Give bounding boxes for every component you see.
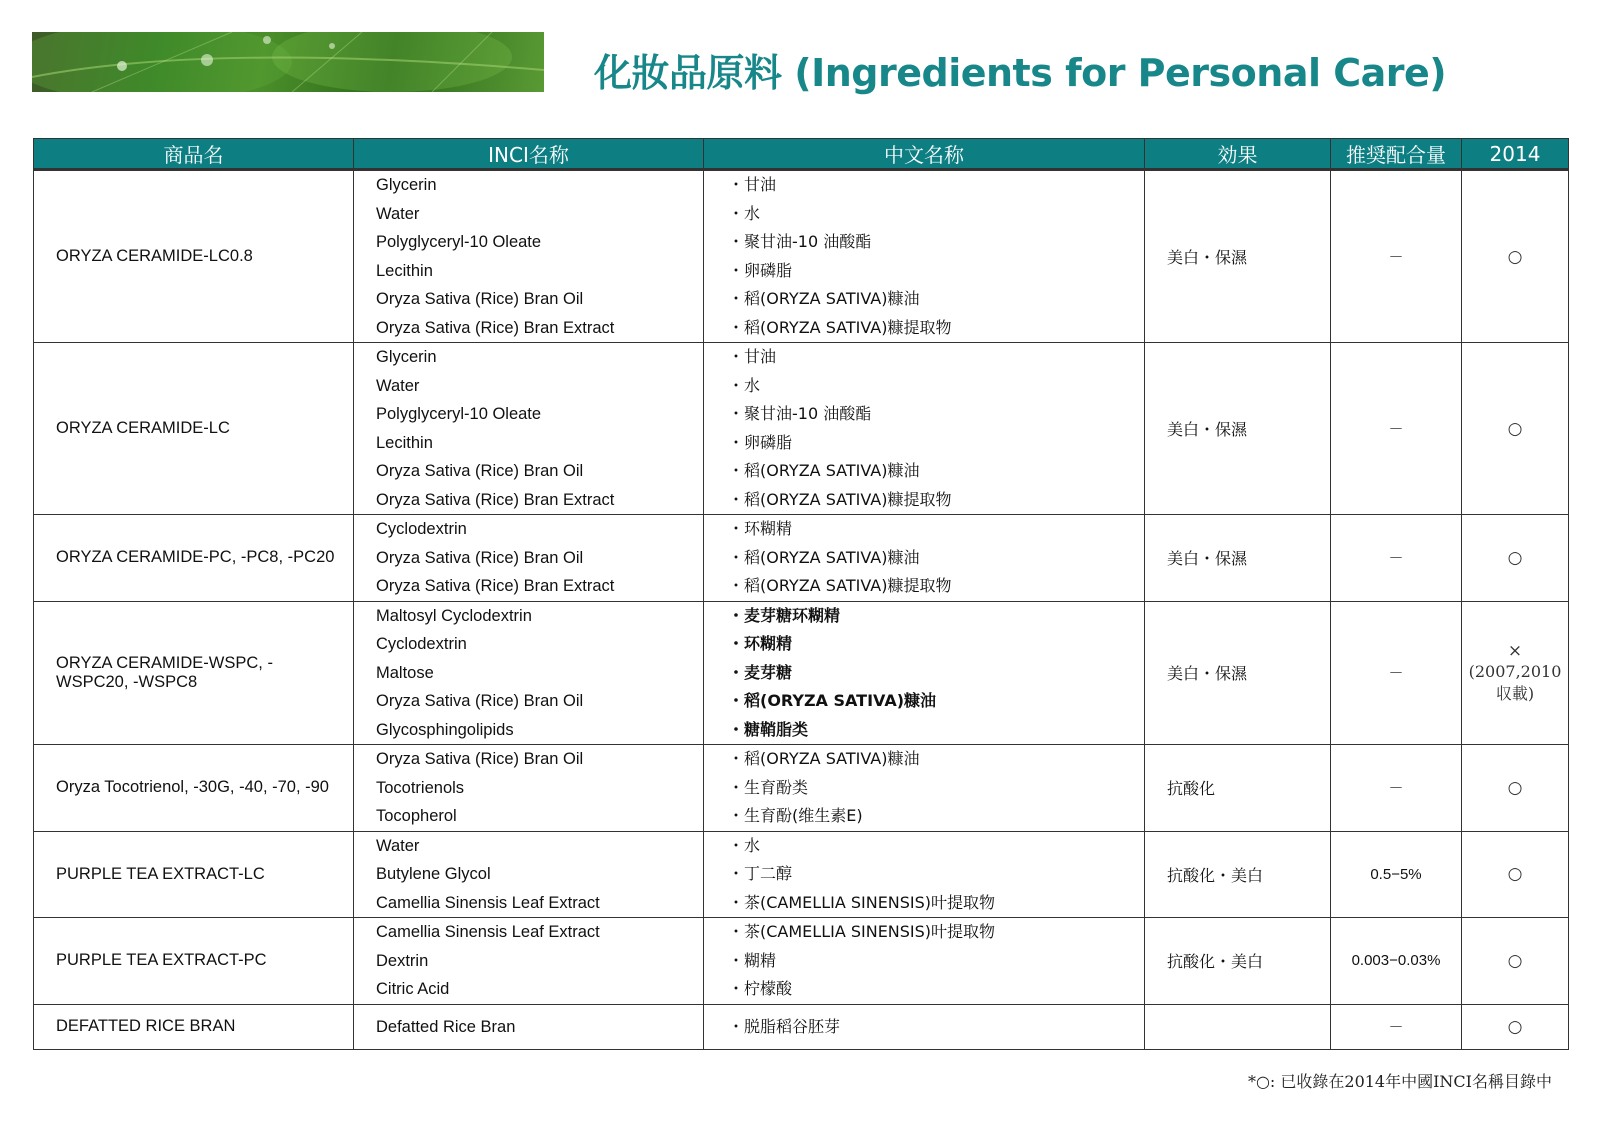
chinese-name-list — [704, 515, 1145, 602]
inci-2014-listed-mark — [1462, 515, 1569, 602]
chinese-name: ・聚甘油-10 油酸酯 — [728, 232, 872, 251]
inci-2014-listed-mark — [1462, 745, 1569, 832]
inci-name: Water — [376, 836, 420, 855]
chinese-name: ・稻(ORYZA SATIVA)糠油 — [728, 691, 937, 710]
inci-name: Oryza Sativa (Rice) Bran Oil — [376, 750, 584, 768]
product-name: PURPLE TEA EXTRACT-LC — [34, 831, 354, 918]
inci-name-list — [354, 831, 704, 918]
table-row — [34, 831, 1569, 918]
recommended-dosage: － — [1331, 1004, 1462, 1049]
chinese-name: ・麦芽糖环糊精 — [728, 605, 841, 625]
mark-symbol: ○ — [1507, 1016, 1523, 1037]
recommended-dosage: － — [1331, 343, 1462, 515]
inci-2014-listed-mark — [1462, 343, 1569, 515]
table-row — [34, 515, 1569, 602]
inci-name: Dextrin — [376, 951, 429, 970]
mark-symbol: × — [1507, 640, 1523, 661]
effect: 美白・保濕 — [1145, 515, 1331, 602]
inci-name-list — [354, 918, 704, 1005]
inci-2014-listed-mark — [1462, 170, 1569, 343]
inci-name: Glycerin — [376, 176, 437, 194]
header-recommended-dosage: 推奨配合量 — [1331, 139, 1462, 170]
recommended-dosage: － — [1331, 170, 1462, 343]
chinese-name: ・糖鞘脂类 — [728, 719, 809, 739]
effect: 美白・保濕 — [1145, 170, 1331, 343]
chinese-name-list — [704, 745, 1145, 832]
table-row — [34, 170, 1569, 343]
inci-name: Butylene Glycol — [376, 865, 491, 883]
mark-symbol: ○ — [1507, 864, 1523, 885]
header-effect: 効果 — [1145, 139, 1331, 170]
mark-symbol: ○ — [1507, 418, 1523, 439]
recommended-dosage: － — [1331, 515, 1462, 602]
product-name: ORYZA CERAMIDE-LC — [34, 343, 354, 515]
chinese-name: ・稻(ORYZA SATIVA)糠油 — [728, 749, 920, 768]
inci-name-list — [354, 343, 704, 515]
leaf-banner-image — [32, 32, 544, 92]
chinese-name-list — [704, 170, 1145, 343]
table-row — [34, 1004, 1569, 1049]
chinese-name: ・丁二醇 — [728, 864, 793, 883]
recommended-dosage: － — [1331, 601, 1462, 745]
chinese-name: ・水 — [728, 203, 761, 223]
inci-name: Oryza Sativa (Rice) Bran Oil — [376, 692, 584, 710]
inci-name: Polyglyceryl-10 Oleate — [376, 405, 542, 423]
inci-name: Defatted Rice Bran — [376, 1017, 516, 1036]
inci-name: Cyclodextrin — [376, 635, 467, 653]
chinese-name: ・生育酚(维生素E) — [728, 806, 863, 825]
inci-name: Oryza Sativa (Rice) Bran Oil — [376, 548, 584, 567]
effect: 美白・保濕 — [1145, 343, 1331, 515]
chinese-name: ・环糊精 — [728, 634, 793, 653]
inci-name: Cyclodextrin — [376, 520, 467, 538]
chinese-name: ・生育酚类 — [728, 777, 809, 797]
inci-name: Oryza Sativa (Rice) Bran Oil — [376, 290, 584, 308]
table-row — [34, 343, 1569, 515]
inci-name: Oryza Sativa (Rice) Bran Extract — [376, 490, 615, 509]
inci-name: Camellia Sinensis Leaf Extract — [376, 923, 600, 941]
chinese-name: ・麦芽糖 — [728, 662, 793, 682]
inci-2014-listed-mark — [1462, 1004, 1569, 1049]
recommended-dosage: 0.003−0.03% — [1331, 918, 1462, 1005]
inci-name-list — [354, 601, 704, 745]
product-name: ORYZA CERAMIDE-PC, -PC8, -PC20 — [34, 515, 354, 602]
product-name: PURPLE TEA EXTRACT-PC — [34, 918, 354, 1005]
inci-name: Camellia Sinensis Leaf Extract — [376, 893, 600, 912]
inci-name: Glycerin — [376, 348, 437, 366]
chinese-name: ・稻(ORYZA SATIVA)糠提取物 — [728, 576, 952, 595]
effect: 抗酸化・美白 — [1145, 918, 1331, 1005]
chinese-name: ・柠檬酸 — [728, 979, 793, 998]
inci-name: Tocotrienols — [376, 778, 465, 797]
chinese-name: ・卵磷脂 — [728, 432, 793, 452]
inci-2014-listed-mark — [1462, 831, 1569, 918]
chinese-name: ・糊精 — [728, 950, 777, 970]
recommended-dosage: 0.5−5% — [1331, 831, 1462, 918]
recommended-dosage: － — [1331, 745, 1462, 832]
inci-name: Maltose — [376, 663, 434, 682]
table-row — [34, 745, 1569, 832]
product-name: Oryza Tocotrienol, -30G, -40, -70, -90 — [34, 745, 354, 832]
mark-symbol: ○ — [1507, 547, 1523, 568]
inci-name: Lecithin — [376, 433, 433, 452]
table-row — [34, 601, 1569, 745]
chinese-name: ・茶(CAMELLIA SINENSIS)叶提取物 — [728, 892, 996, 912]
inci-name: Citric Acid — [376, 980, 450, 998]
inci-2014-listed-mark — [1462, 601, 1569, 745]
chinese-name: ・脱脂稻谷胚芽 — [728, 1016, 841, 1036]
inci-name: Maltosyl Cyclodextrin — [376, 606, 532, 625]
ingredients-table — [33, 138, 1569, 1050]
chinese-name-list — [704, 1004, 1145, 1049]
inci-name: Water — [376, 204, 420, 223]
product-name: DEFATTED RICE BRAN — [34, 1004, 354, 1049]
chinese-name: ・稻(ORYZA SATIVA)糠提取物 — [728, 489, 952, 509]
chinese-name: ・稻(ORYZA SATIVA)糠油 — [728, 461, 920, 480]
inci-name: Lecithin — [376, 261, 433, 280]
chinese-name-list — [704, 918, 1145, 1005]
chinese-name: ・聚甘油-10 油酸酯 — [728, 404, 872, 423]
effect: 抗酸化・美白 — [1145, 831, 1331, 918]
inci-2014-listed-mark — [1462, 918, 1569, 1005]
chinese-name: ・水 — [728, 835, 761, 855]
chinese-name-list — [704, 831, 1145, 918]
chinese-name: ・稻(ORYZA SATIVA)糠油 — [728, 289, 920, 308]
inci-name: Oryza Sativa (Rice) Bran Extract — [376, 318, 615, 337]
chinese-name: ・环糊精 — [728, 519, 793, 538]
inci-name-list — [354, 170, 704, 343]
table-row — [34, 918, 1569, 1005]
inci-name: Tocopherol — [376, 807, 457, 825]
chinese-name: ・甘油 — [728, 175, 777, 194]
header-product-name: 商品名 — [34, 139, 354, 170]
chinese-name: ・水 — [728, 375, 761, 395]
inci-name: Oryza Sativa (Rice) Bran Extract — [376, 577, 615, 595]
chinese-name: ・稻(ORYZA SATIVA)糠提取物 — [728, 317, 952, 337]
chinese-name-list — [704, 343, 1145, 515]
page-title: 化妝品原料 (Ingredients for Personal Care) — [594, 51, 1447, 95]
inci-name: Polyglyceryl-10 Oleate — [376, 233, 542, 251]
chinese-name: ・茶(CAMELLIA SINENSIS)叶提取物 — [728, 922, 996, 941]
header-chinese-name: 中文名称 — [704, 139, 1145, 170]
table-header-row — [34, 139, 1569, 170]
chinese-name: ・卵磷脂 — [728, 260, 793, 280]
chinese-name: ・甘油 — [728, 347, 777, 366]
product-name: ORYZA CERAMIDE-WSPC, -WSPC20, -WSPC8 — [34, 601, 354, 745]
inci-name: Oryza Sativa (Rice) Bran Oil — [376, 462, 584, 480]
chinese-name-list — [704, 601, 1145, 745]
effect: 抗酸化 — [1145, 745, 1331, 832]
inci-name: Water — [376, 376, 420, 395]
effect: 美白・保濕 — [1145, 601, 1331, 745]
inci-name-list — [354, 1004, 704, 1049]
chinese-name: ・稻(ORYZA SATIVA)糠油 — [728, 547, 920, 567]
product-name: ORYZA CERAMIDE-LC0.8 — [34, 170, 354, 343]
effect — [1145, 1004, 1331, 1049]
footnote: *○: 已收錄在2014年中國INCI名稱目錄中 — [1247, 1072, 1552, 1091]
mark-symbol: ○ — [1507, 950, 1523, 971]
mark-symbol: ○ — [1507, 777, 1523, 798]
inci-name: Glycosphingolipids — [376, 720, 514, 739]
header-year-2014: 2014 — [1462, 139, 1569, 170]
inci-name-list — [354, 745, 704, 832]
inci-name-list — [354, 515, 704, 602]
header-inci-name: INCI名称 — [354, 139, 704, 170]
mark-symbol: ○ — [1507, 246, 1523, 267]
mark-note: (2007,2010収載) — [1468, 661, 1562, 703]
